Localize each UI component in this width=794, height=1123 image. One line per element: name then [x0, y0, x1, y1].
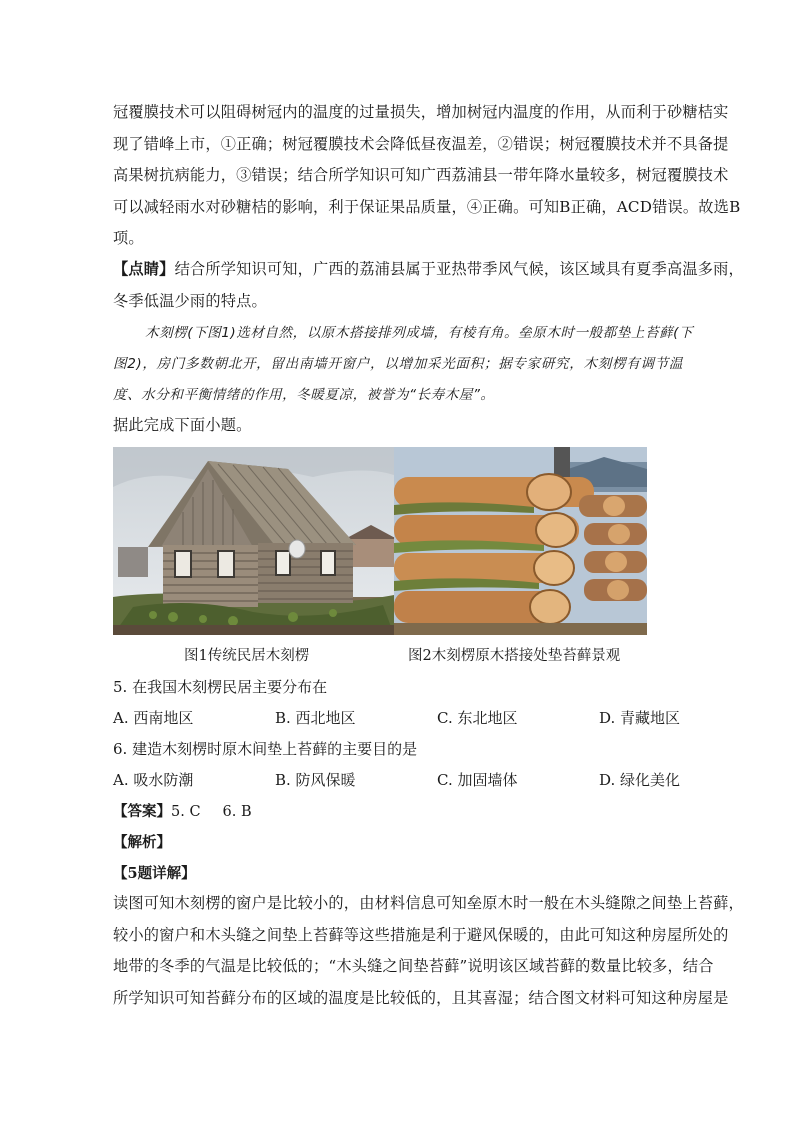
material-paragraph: [113, 349, 683, 411]
instruction: 据此完成下面小题。: [113, 416, 252, 434]
detail-heading: 【5题详解】: [113, 865, 196, 882]
log-joint-moss-illustration: [394, 447, 647, 635]
dianjing-text: 结合所学知识可知，广西的荔浦县属于亚热带季风气候，该区域具有夏季高温多雨，: [174, 260, 744, 278]
figure-2-photo: [394, 447, 647, 635]
answer-6: 6. B: [222, 804, 252, 820]
answer-label: 【答案】: [113, 803, 171, 820]
question-6-option-d: D. 绿化美化: [599, 771, 681, 789]
question-5-option-c: C. 东北地区: [437, 709, 518, 727]
dianjing-label: 【点睛】: [113, 260, 175, 278]
analysis-heading: 【解析】: [113, 834, 171, 851]
detail-line: 地带的冬季的气温是比较低的；“木头缝之间垫苔藓”说明该区域苔藓的数量比较多，结合: [113, 957, 714, 975]
figure-1-caption: 图1传统民居木刻楞: [184, 648, 310, 664]
figure-1-photo: [113, 447, 394, 635]
answer-5: 5. C: [171, 804, 201, 820]
question-6-option-b: B. 防风保暖: [275, 771, 356, 789]
material-line: 木刻楞(下图1)选材自然，以原木搭接排列成墙，有棱有角。垒原木时一般都垫上苔藓(下: [145, 325, 694, 341]
top-paragraph: [113, 97, 741, 255]
paragraph-line: 高果树抗病能力，③错误；结合所学知识可知广西荔浦县一带年降水量较多，树冠覆膜技术: [113, 166, 729, 184]
figure-2-caption: 图2木刻楞原木搭接处垫苔藓景观: [408, 648, 621, 664]
question-6-option-a: A. 吸水防潮: [113, 771, 194, 789]
paragraph-line: 可以减轻雨水对砂糖桔的影响，利于保证果品质量，④正确。可知B正确，ACD错误。故选B: [113, 197, 741, 216]
dianjing-text: 冬季低温少雨的特点。: [113, 291, 267, 310]
detail-paragraph: [113, 888, 744, 1014]
question-5-stem: 5. 在我国木刻楞民居主要分布在: [113, 678, 328, 696]
question-5-option-b: B. 西北地区: [275, 709, 356, 727]
log-house-illustration: [113, 447, 394, 635]
material-line: 图2)，房门多数朝北开，留出南墙开窗户，以增加采光面积；据专家研究，木刻楞有调节温: [113, 356, 683, 372]
answer-line: [113, 800, 252, 821]
dianjing-block: [113, 254, 744, 317]
paragraph-line: 现了错峰上市，①正确；树冠覆膜技术会降低昼夜温差，②错误；树冠覆膜技术并不具备提: [113, 134, 729, 153]
detail-line: 读图可知木刻楞的窗户是比较小的，由材料信息可知垒原木时一般在木头缝隙之间垫上苔藓，: [113, 894, 744, 912]
question-6-stem: 6. 建造木刻楞时原木间垫上苔藓的主要目的是: [113, 740, 418, 758]
paragraph-line: 冠覆膜技术可以阻碍树冠内的温度的过量损失，增加树冠内温度的作用，从而利于砂糖桔实: [113, 103, 729, 121]
detail-line: 较小的窗户和木头缝之间垫上苔藓等这些措施是利于避风保暖的，由此可知这种房屋所处的: [113, 925, 729, 944]
question-5-option-a: A. 西南地区: [113, 709, 194, 727]
material-paragraph: [113, 318, 694, 349]
question-6-option-c: C. 加固墙体: [437, 771, 518, 789]
paragraph-line: 项。: [113, 229, 144, 247]
material-line: 度、水分和平衡情绪的作用，冬暖夏凉，被誉为“长寿木屋”。: [113, 387, 495, 403]
detail-line: 所学知识可知苔藓分布的区域的温度是比较低的，且其喜湿；结合图文材料可知这种房屋是: [113, 988, 729, 1007]
question-5-option-d: D. 青藏地区: [599, 709, 681, 727]
